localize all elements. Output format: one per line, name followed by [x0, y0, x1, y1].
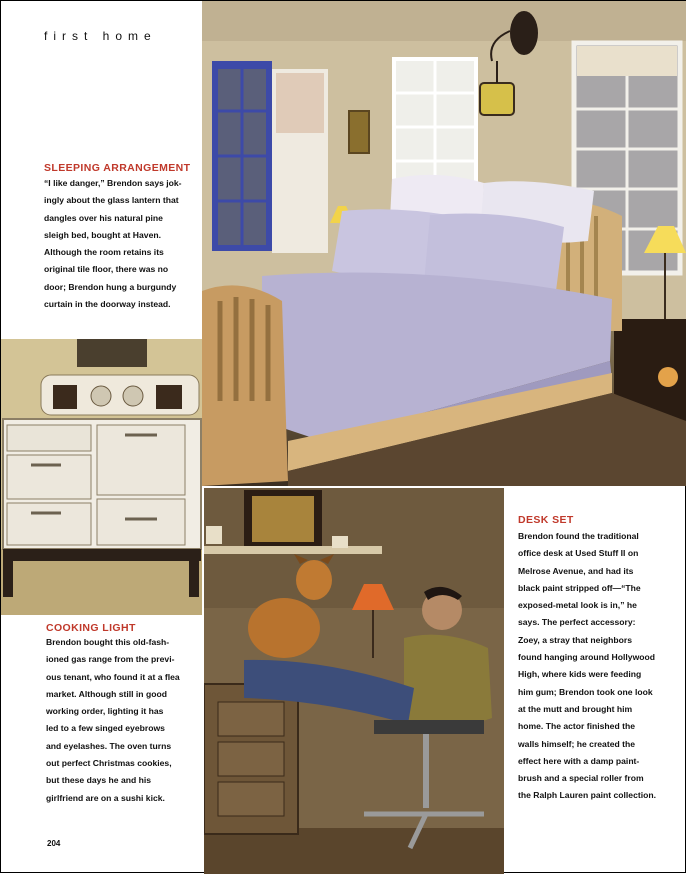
office-desk-photo: [204, 488, 504, 874]
body-line: original tile floor, there was no: [44, 264, 169, 275]
cooking-light-heading: COOKING LIGHT: [46, 622, 136, 634]
body-line: and eyelashes. The oven turns: [46, 740, 172, 751]
page-number: 204: [47, 839, 61, 848]
desk-set-body: [518, 528, 668, 805]
body-line: ous tenant, who found it at a flea: [46, 671, 180, 682]
body-line: found hanging around Hollywood: [518, 652, 656, 663]
body-line: market. Although still in good: [46, 688, 167, 699]
bedroom-illustration: [202, 1, 686, 486]
body-line: Zoey, a stray that neighbors: [518, 634, 632, 645]
sleeping-arrangement-heading: SLEEPING ARRANGEMENT: [44, 162, 191, 174]
bedroom-photo: [202, 1, 686, 486]
body-line: walls himself; he created the: [518, 738, 636, 749]
body-line: Brendon bought this old-fash-: [46, 637, 170, 647]
body-line: office desk at Used Stuff II on: [518, 548, 639, 559]
cooking-light-body: [46, 634, 191, 807]
section-folio: first home: [44, 29, 157, 43]
body-line: the Ralph Lauren paint collection.: [518, 790, 656, 801]
gas-range-photo: [1, 339, 202, 615]
office-illustration: [204, 488, 504, 874]
body-line: ioned gas range from the previ-: [46, 654, 175, 665]
body-line: sleigh bed, bought at Haven.: [44, 229, 161, 240]
gas-range-illustration: [1, 339, 202, 615]
body-line: Melrose Avenue, and had its: [518, 565, 634, 576]
body-line: brush and a special roller from: [518, 773, 644, 784]
desk-set-heading: DESK SET: [518, 514, 574, 526]
body-line: effect here with a damp paint-: [518, 755, 640, 766]
body-line: High, where kids were feeding: [518, 669, 642, 680]
body-line: ingly about the glass lantern that: [44, 195, 179, 206]
body-line: Brendon found the traditional: [518, 531, 639, 541]
body-line: led to a few singed eyebrows: [46, 723, 165, 734]
body-line: working order, lighting it has: [46, 706, 164, 717]
body-line: out perfect Christmas cookies,: [46, 758, 172, 769]
body-line: him gum; Brendon took one look: [518, 686, 653, 697]
body-line: at the mutt and brought him: [518, 703, 633, 714]
body-line: “I like danger,” Brendon says jok-: [44, 178, 182, 188]
body-line: home. The actor finished the: [518, 721, 635, 732]
body-line: black paint stripped off—“The: [518, 582, 641, 593]
body-line: curtain in the doorway instead.: [44, 299, 171, 310]
body-line: says. The perfect accessory:: [518, 617, 636, 628]
body-line: dangles over his natural pine: [44, 212, 163, 223]
body-line: door; Brendon hung a burgundy: [44, 281, 177, 292]
body-line: exposed-metal look is in,” he: [518, 600, 637, 611]
body-line: Although the room retains its: [44, 247, 164, 258]
sleeping-arrangement-body: [44, 175, 189, 313]
body-line: girlfriend are on a sushi kick.: [46, 792, 165, 803]
body-line: but these days he and his: [46, 775, 152, 786]
